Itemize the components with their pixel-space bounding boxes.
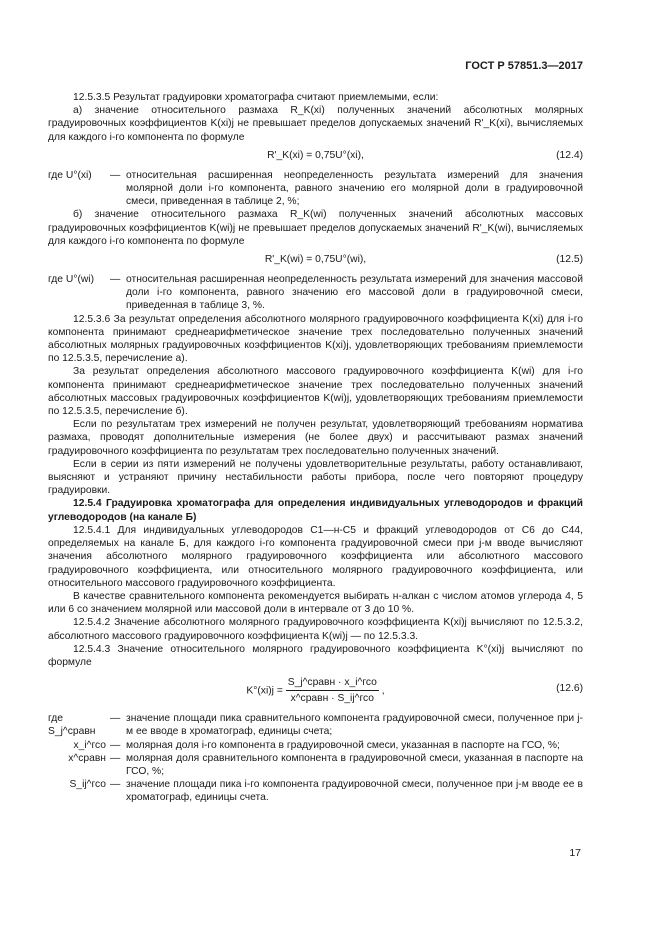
page-number: 17 xyxy=(569,847,581,859)
para-a: а) значение относительного размаха R_K(xi) полученных значений абсолютных молярных градуировочных коэффициентов K(xi)j не превышает пределов допускаемых значений R'_K(xi), вычисляемых для каждого i-го компонента по формуле xyxy=(48,105,583,143)
definition-symbol: где U°(xi) xyxy=(48,169,92,181)
definition-dash: — xyxy=(110,274,121,286)
definition-x-sravn xyxy=(48,752,583,778)
definition-symbol: S_ij^гсо xyxy=(69,779,106,791)
definition-dash: — xyxy=(110,739,121,751)
definition-u-xi xyxy=(48,169,583,209)
definition-dash: — xyxy=(110,779,121,791)
formula-lhs: K°(xi)j = xyxy=(246,685,283,697)
formula-tail: , xyxy=(381,685,385,697)
definition-text: значение площади пика сравнительного компонента градуировочной смеси, полученное при j-м ее вводе в хроматограф, единицы счета; xyxy=(126,713,583,738)
formula-12-4 xyxy=(48,145,583,167)
definition-s-gso xyxy=(48,778,583,804)
definition-text: относительная расширенная неопределенность результата измерений для значения массовой доли i-го компонента, равного значению его массовой доли в градуировочной смеси, приведенная в таблице 3, %. xyxy=(126,274,583,312)
definition-dash: — xyxy=(110,713,121,725)
para-reference-component: В качестве сравнительного компонента рекомендуется выбирать н-алкан с числом атомов углерода 4, 5 или 6 со значением молярной или массовой доли в интервале от 3 до 10 %. xyxy=(48,590,583,616)
definition-text: молярная доля сравнительного компонента в градуировочной смеси, указанная в паспорте на ГСО, %; xyxy=(126,752,583,777)
section-heading-12-5-4: 12.5.4 Градуировка хроматографа для определения индивидуальных углеводородов и фракций углеводородов (на канале Б) xyxy=(48,498,583,523)
para-12-5-3-6: 12.5.3.6 За результат определения абсолютного молярного градуировочного коэффициента K(xi) для i-го компонента принимают среднеарифметическое значение трех последовательно полученных значений абсолютных молярных градуировочных коэффициентов K(xi)j, удовлетворяющих требованиям приемлемости по 12.5.3.5, перечисление а). xyxy=(48,313,583,365)
formula-number: (12.4) xyxy=(556,149,583,161)
formula-expression: R'_K(wi) = 0,75U°(wi), xyxy=(264,254,367,266)
definition-x-gso xyxy=(48,739,583,752)
para-12-5-4-2: 12.5.4.2 Значение абсолютного молярного градуировочного коэффициента K(xi)j вычисляют по 12.5.3.2, абсолютного массового градуировочного коэффициента K(wi)j — по 12.5.3.3. xyxy=(48,617,583,642)
definition-text: относительная расширенная неопределенность результата измерений для значения молярной доли i-го компонента, равного значению его молярной доли в градуировочной смеси, приведенная в таблице 2, %; xyxy=(126,169,583,208)
definition-dash: — xyxy=(110,752,121,764)
standard-header: ГОСТ Р 57851.3—2017 xyxy=(465,60,583,72)
fraction-denominator: x^сравн · S_ij^гсо xyxy=(290,693,374,705)
definition-symbol: где U°(wi) xyxy=(48,274,95,286)
definition-dash: — xyxy=(110,169,121,181)
definition-u-wi xyxy=(48,273,583,313)
para-12-5-4-1: 12.5.4.1 Для индивидуальных углеводородов C1—н-C5 и фракций углеводородов от C6 до C44, определяемых на канале Б, для каждого i-го компонента градуировочной смеси при j-м вводе вычисляют значения абсолютного молярного градуировочного коэффициента или абсолютного массового градуировочного коэффициента, или относительного молярного градуировочного коэффициента, или относительного массового градуировочного коэффициента. xyxy=(48,524,583,589)
formula-12-6 xyxy=(48,670,583,710)
para-b: б) значение относительного размаха R_K(wi) полученных значений абсолютных массовых градуировочных коэффициентов K(wi)j не превышает пределов допускаемых значений R'_K(wi), вычисляемых для каждого i-го компонента по формуле xyxy=(48,209,583,247)
definition-text: молярная доля i-го компонента в градуировочной смеси, указанная в паспорте на ГСО, %; xyxy=(126,739,560,751)
definition-symbol: x^сравн xyxy=(68,752,106,764)
formula-number: (12.5) xyxy=(556,254,583,266)
formula-expression xyxy=(48,676,583,705)
para-12-5-3-5: 12.5.3.5 Результат градуировки хроматографа считают приемлемыми, если: xyxy=(73,92,439,103)
formula-fraction xyxy=(286,676,379,705)
formula-number: (12.6) xyxy=(556,683,583,695)
definition-symbol: x_i^гсо xyxy=(73,739,106,751)
page-content xyxy=(48,91,583,805)
para-mass-coefficient: За результат определения абсолютного массового градуировочного коэффициента K(wi) для i-го компонента принимают среднеарифметическое значение трех последовательно полученных значений абсолютных массовых градуировочных коэффициентов K(wi)j, удовлетворяющих требованиям приемлемости по 12.5.3.5, перечисление б). xyxy=(48,366,583,418)
definition-text: значение площади пика i-го компонента градуировочной смеси, полученное при j-м вводе ее в хроматограф, единицы счета. xyxy=(126,779,583,804)
formula-expression: R'_K(xi) = 0,75U°(xi), xyxy=(267,149,364,161)
para-12-5-4-3: 12.5.4.3 Значение относительного молярного градуировочного коэффициента K°(xi)j вычисляют по формуле xyxy=(48,643,583,668)
formula-12-5 xyxy=(48,249,583,271)
para-additional-measurements: Если по результатам трех измерений не получен результат, удовлетворяющий требованиям норматива размаха, проводят дополнительные измерения (не более двух) и рассчитывают размах значений градуировочного коэффициента по результатам трех последовательно полученных значений. xyxy=(48,419,583,457)
fraction-numerator: S_j^сравн · x_i^гсо xyxy=(286,676,379,691)
definition-s-sravn xyxy=(48,712,583,738)
para-five-measurements: Если в серии из пяти измерений не получены удовлетворительные результаты, работу останавливают, выясняют и устраняют причину нестабильности работы прибора, после чего повторяют процедуру градуировки. xyxy=(48,458,583,497)
definition-symbol: где S_j^сравн xyxy=(48,713,96,738)
